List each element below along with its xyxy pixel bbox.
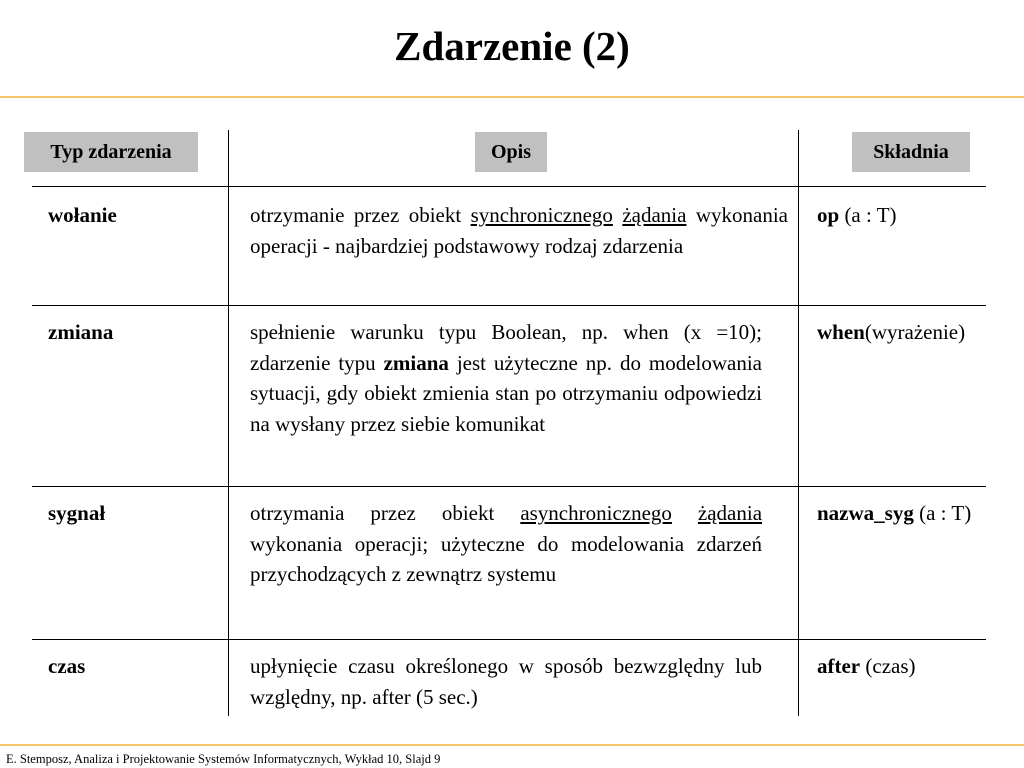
header-event-type: Typ zdarzenia	[24, 132, 198, 172]
row-divider	[32, 639, 986, 640]
event-syntax-change: when(wyrażenie)	[817, 320, 966, 344]
term-request: żądania	[697, 501, 763, 525]
term-asynchronous: asynchronicznego	[520, 501, 672, 525]
footer-text: E. Stemposz, Analiza i Projektowanie Systemów Informatycznych, Wykład 10, Slajd 9	[6, 752, 441, 766]
event-syntax-signal: nazwa_syg (a : T)	[817, 501, 972, 525]
event-description-call: otrzymanie przez obiekt synchronicznego żądania wykonania operacji - najbardziej podstawowy rodzaj zdarzenia	[250, 203, 788, 258]
row-divider	[32, 486, 986, 487]
row-divider	[32, 305, 986, 306]
event-syntax-call: op (a : T)	[817, 203, 897, 227]
event-description-signal: otrzymania przez obiekt asynchronicznego żądania wykonania operacji; użyteczne do modelowania zdarzeń przychodzących z zewnątrz systemu	[250, 501, 763, 586]
term-synchronous: synchronicznego	[470, 203, 613, 227]
event-name-time: czas	[48, 654, 86, 678]
column-divider-1	[228, 130, 229, 716]
row-divider	[32, 186, 986, 187]
top-divider	[0, 96, 1024, 98]
term-request: żądania	[622, 203, 687, 227]
event-syntax-time: after (czas)	[817, 654, 916, 678]
event-name-change: zmiana	[48, 320, 114, 344]
event-name-signal: sygnał	[48, 501, 106, 525]
header-description: Opis	[475, 132, 547, 172]
event-name-call: wołanie	[48, 203, 117, 227]
event-description-change: spełnienie warunku typu Boolean, np. when (x =10); zdarzenie typu zmiana jest użyteczne np. do modelowania sytuacji, gdy obiekt zmienia stan po otrzymaniu odpowiedzi na wysłany przez siebie komunikat	[250, 320, 762, 436]
bottom-divider	[0, 744, 1024, 746]
event-description-time: upłynięcie czasu określonego w sposób bezwzględny lub względny, np. after (5 sec.)	[250, 654, 762, 709]
header-syntax: Składnia	[852, 132, 970, 172]
column-divider-2	[798, 130, 799, 716]
slide-title: Zdarzenie (2)	[394, 23, 630, 69]
